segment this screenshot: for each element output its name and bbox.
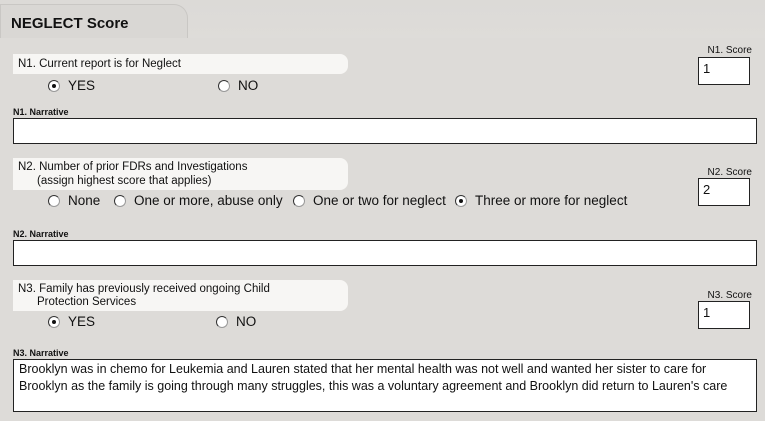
n3-score-label: N3. Score — [707, 290, 752, 301]
n1-option-no-label: NO — [238, 78, 259, 93]
n2-option-one-or-two-label: One or two for neglect — [313, 193, 446, 208]
radio-unselected-icon[interactable] — [216, 316, 228, 328]
n3-option-yes[interactable] — [48, 314, 95, 329]
radio-unselected-icon[interactable] — [218, 80, 230, 92]
n3-question-line2: Protection Services — [37, 296, 137, 308]
n1-option-yes-label: YES — [68, 78, 96, 93]
n1-score-field[interactable]: 1 — [698, 57, 750, 85]
n3-question-line1: N3. Family has previously received ongoing Child — [18, 283, 270, 295]
radio-selected-icon[interactable] — [455, 195, 467, 207]
radio-unselected-icon[interactable] — [293, 195, 305, 207]
section-tab — [0, 4, 188, 41]
n2-narrative-field[interactable] — [13, 240, 757, 266]
n3-option-yes-label: YES — [68, 314, 96, 329]
section-title: NEGLECT Score — [11, 15, 129, 32]
n3-score-field[interactable]: 1 — [698, 301, 750, 329]
n3-question-box — [13, 280, 348, 311]
n2-option-abuse-only-label: One or more, abuse only — [134, 193, 283, 208]
n1-narrative-label: N1. Narrative — [13, 107, 69, 117]
n3-narrative-field[interactable]: Brooklyn was in chemo for Leukemia and Lauren stated that her mental health was not well and wanted her sister to care for Brooklyn as the family is going through many struggles, this was a voluntary agreement and Brooklyn did return to Lauren's care — [13, 359, 757, 412]
n2-question-line2: (assign highest score that applies) — [37, 175, 212, 187]
n1-score-label: N1. Score — [707, 45, 752, 56]
n2-option-none-label: None — [68, 193, 101, 208]
n1-option-no[interactable] — [218, 78, 258, 93]
n2-score-label: N2. Score — [707, 167, 752, 178]
n2-option-abuse-only[interactable] — [114, 193, 283, 208]
n2-narrative-label: N2. Narrative — [13, 229, 69, 239]
n2-question-box — [13, 158, 348, 190]
n3-option-no-label: NO — [236, 314, 257, 329]
radio-selected-icon[interactable] — [48, 316, 60, 328]
n2-score-field[interactable]: 2 — [698, 178, 750, 206]
radio-unselected-icon[interactable] — [48, 195, 60, 207]
radio-unselected-icon[interactable] — [114, 195, 126, 207]
radio-selected-icon[interactable] — [48, 80, 60, 92]
n2-option-one-or-two[interactable] — [293, 193, 446, 208]
n1-narrative-field[interactable] — [13, 118, 757, 144]
n1-question-box — [13, 54, 348, 74]
n2-option-none[interactable] — [48, 193, 100, 208]
n2-option-three-or-more-label: Three or more for neglect — [475, 193, 628, 208]
n2-option-three-or-more[interactable] — [455, 193, 627, 208]
n2-question-line1: N2. Number of prior FDRs and Investigations — [18, 161, 248, 173]
n1-option-yes[interactable] — [48, 78, 95, 93]
n1-question: N1. Current report is for Neglect — [18, 58, 181, 70]
n3-option-no[interactable] — [216, 314, 256, 329]
n3-narrative-label: N3. Narrative — [13, 348, 69, 358]
